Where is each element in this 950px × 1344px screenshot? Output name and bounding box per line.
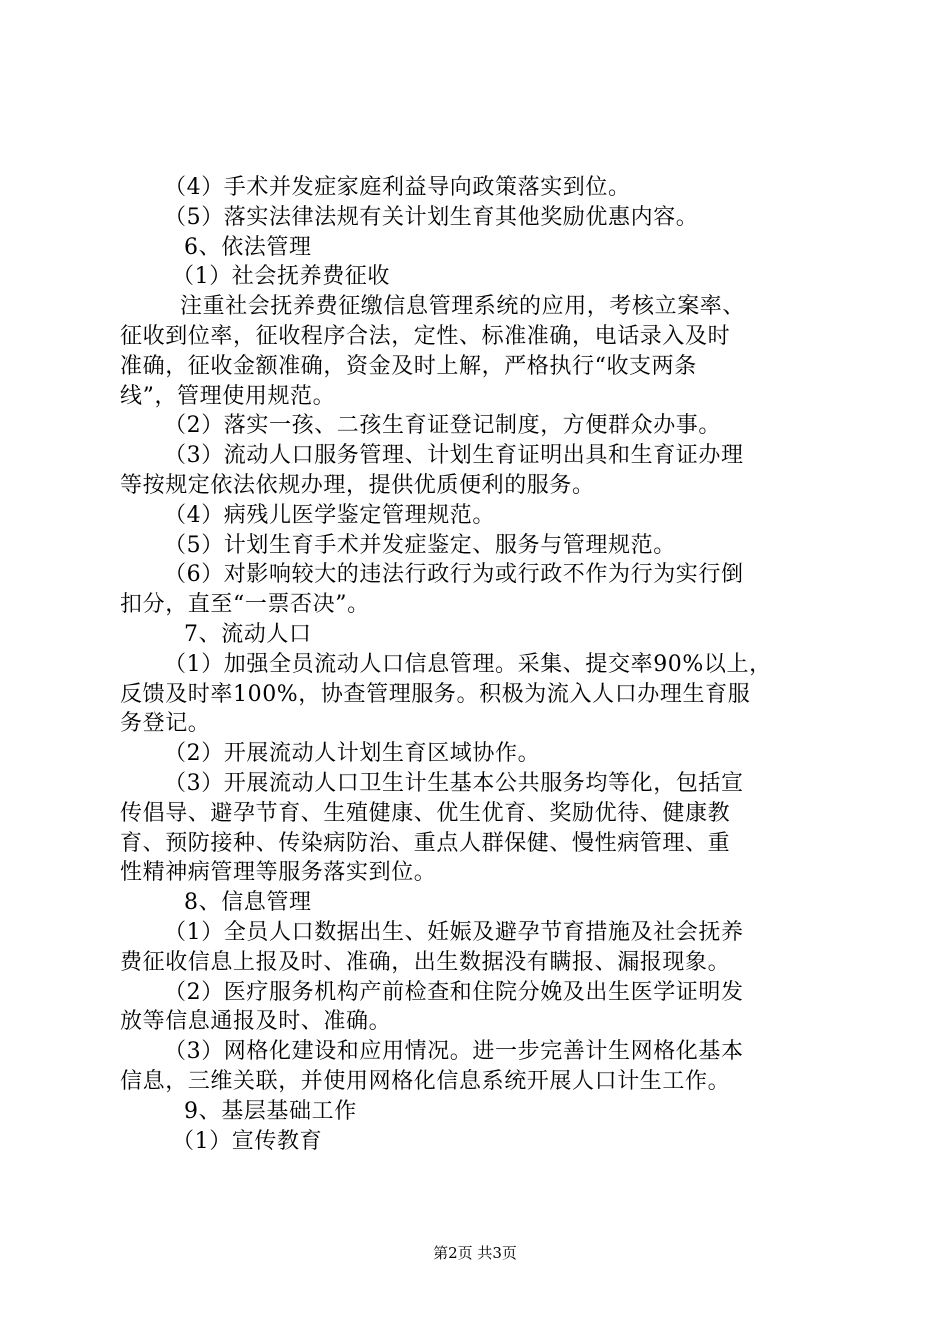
paragraph-line: 扣分，直至“一票否决”。 (120, 592, 370, 618)
paragraph-line: （1）全员人口数据出生、妊娠及避孕节育措施及社会抚养 (164, 919, 744, 945)
section-heading: 8、信息管理 (184, 890, 312, 916)
section-heading: 7、流动人口 (184, 621, 312, 647)
page-footer: 第2页 共3页 (433, 1244, 517, 1262)
subsection-heading: （1）宣传教育 (172, 1128, 323, 1154)
paragraph-line: （1）加强全员流动人口信息管理。采集、提交率90%以上， (164, 651, 772, 677)
paragraph-line: （2）医疗服务机构产前检查和住院分娩及出生医学证明发 (164, 979, 744, 1005)
paragraph-line: （5）落实法律法规有关计划生育其他奖励优惠内容。 (164, 204, 699, 230)
paragraph-line: 等按规定依法依规办理，提供优质便利的服务。 (120, 472, 595, 498)
paragraph-line: （4）病残儿医学鉴定管理规范。 (164, 502, 495, 528)
paragraph-line: （2）落实一孩、二孩生育证登记制度，方便群众办事。 (164, 413, 721, 439)
paragraph-line: （4）手术并发症家庭利益导向政策落实到位。 (164, 175, 631, 200)
paragraph-line: 务登记。 (120, 711, 211, 737)
paragraph-line: （5）计划生育手术并发症鉴定、服务与管理规范。 (164, 532, 676, 558)
paragraph-line: 线”，管理使用规范。 (120, 383, 336, 409)
paragraph-line: 性精神病管理等服务落实到位。 (120, 860, 437, 886)
paragraph-line: （3）网格化建设和应用情况。进一步完善计生网格化基本 (164, 1039, 744, 1065)
paragraph-line: 信息，三维关联，并使用网格化信息系统开展人口计生工作。 (120, 1068, 731, 1094)
paragraph-line: （3）开展流动人口卫生计生基本公共服务均等化，包括宣 (164, 770, 744, 796)
paragraph-line: 征收到位率，征收程序合法，定性、标准准确，电话录入及时 (120, 323, 731, 349)
paragraph-line: 放等信息通报及时、准确。 (120, 1009, 392, 1035)
document-body (120, 173, 842, 1156)
paragraph-line: 反馈及时率100%，协查管理服务。积极为流入人口办理生育服 (120, 681, 751, 707)
paragraph-line: 注重社会抚养费征缴信息管理系统的应用，考核立案率、 (180, 294, 746, 320)
section-heading: 6、依法管理 (184, 234, 312, 260)
paragraph-line: 育、预防接种、传染病防治、重点人群保健、慢性病管理、重 (120, 830, 731, 856)
paragraph-line: 准确，征收金额准确，资金及时上解，严格执行“收支两条 (120, 353, 697, 379)
paragraph-line: 费征收信息上报及时、准确，出生数据没有瞒报、漏报现象。 (120, 949, 731, 975)
paragraph-line: （3）流动人口服务管理、计划生育证明出具和生育证办理 (164, 443, 744, 469)
paragraph-line: （6）对影响较大的违法行政行为或行政不作为行为实行倒 (164, 562, 744, 588)
paragraph-line: （2）开展流动人计划生育区域协作。 (164, 741, 541, 767)
section-heading: 9、基层基础工作 (184, 1098, 357, 1124)
paragraph-line: 传倡导、避孕节育、生殖健康、优生优育、奖励优待、健康教 (120, 800, 731, 826)
subsection-heading: （1）社会抚养费征收 (172, 264, 390, 290)
